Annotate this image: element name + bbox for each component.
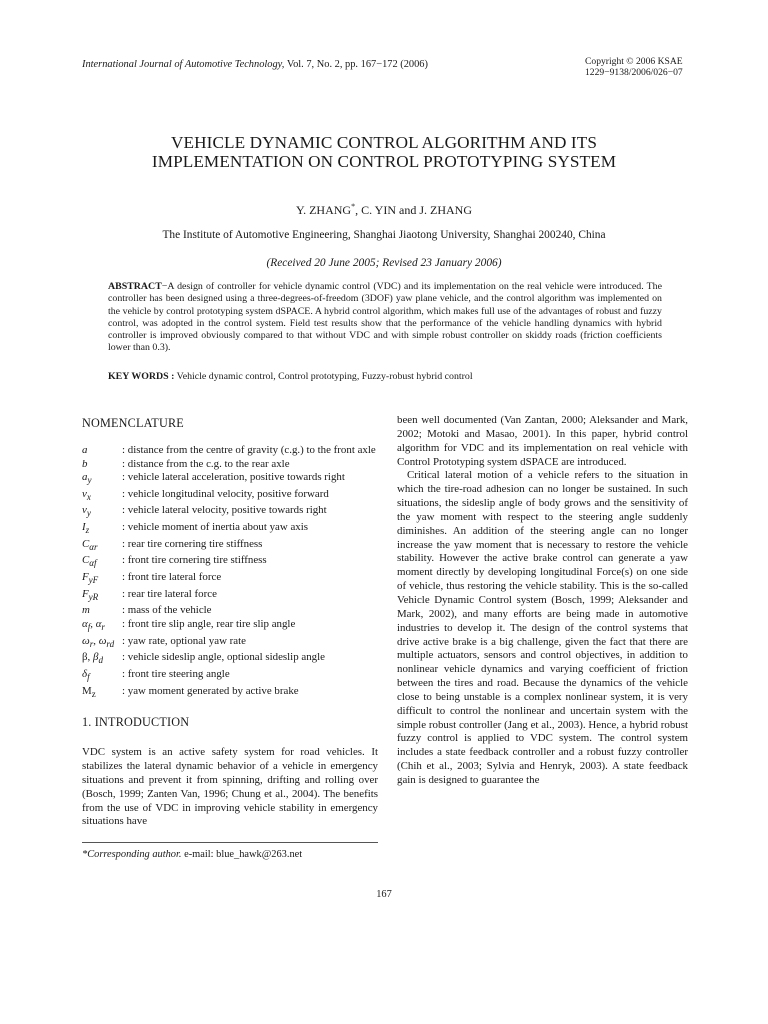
- nomenclature-definition: : vehicle moment of inertia about yaw axis: [122, 521, 308, 534]
- nomenclature-definition: : front tire steering angle: [122, 667, 230, 680]
- journal-name: International Journal of Automotive Technology,: [82, 59, 285, 70]
- keywords-text: Vehicle dynamic control, Control prototyping, Fuzzy-robust hybrid control: [174, 371, 473, 382]
- nomenclature-definition: : front tire lateral force: [122, 571, 222, 584]
- footnote: [82, 849, 302, 860]
- nomenclature-item: [82, 488, 378, 505]
- copyright-line: Copyright © 2006 KSAE: [585, 56, 683, 67]
- keywords: [108, 371, 662, 383]
- nomenclature-definition: : vehicle sideslip angle, optional sideslip angle: [122, 651, 325, 664]
- nomenclature-definition: : rear tire cornering tire stiffness: [122, 537, 263, 550]
- right-column: [397, 414, 688, 788]
- nomenclature-item: [82, 618, 378, 635]
- abstract-text: −A design of controller for vehicle dynamic control (VDC) and its implementation on the real vehicle were introduced. The controller has been designed using a three-degrees-of-freedom (3DOF) yaw plane vehicle, and the control algorithm was implemented on the vehicle by control prototyping system dSPACE. A hybrid control algorithm, which makes full use of the advantages of robust and fuzzy control, was adopted in the control system. Field test results show that the performance of the vehicle handling dynamics with hybrid controller is improved obviously compared to that without VDC and with simple robust controller on skiddy roads (friction coefficients lower than 0.3).: [108, 281, 662, 354]
- title-line-1: VEHICLE DYNAMIC CONTROL ALGORITHM AND ITS: [171, 133, 597, 152]
- abstract: [108, 281, 662, 355]
- nomenclature-item: [82, 554, 378, 571]
- volume-info: Vol. 7, No. 2, pp. 167−172 (2006): [286, 59, 428, 70]
- nomenclature-symbol: $v_y$: [82, 504, 91, 519]
- footnote-label: *Corresponding author.: [82, 849, 182, 860]
- introduction-heading: 1. INTRODUCTION: [82, 715, 190, 730]
- nomenclature-item: [82, 444, 378, 458]
- nomenclature-symbol: β, $\beta_d$: [82, 651, 103, 666]
- nomenclature-definition: : distance from the centre of gravity (c.g.) to the front axle: [122, 444, 376, 456]
- affiliation: The Institute of Automotive Engineering, Shanghai Jiaotong University, Shanghai 200240, China: [162, 229, 606, 241]
- nomenclature-symbol: $a_y$: [82, 471, 92, 486]
- nomenclature-item: [82, 458, 378, 472]
- paper-title: [60, 133, 708, 171]
- left-column: [82, 416, 378, 829]
- title-line-2: IMPLEMENTATION ON CONTROL PROTOTYPING SYSTEM: [151, 152, 617, 171]
- nomenclature-item: [82, 604, 378, 618]
- nomenclature-symbol: $I_z$: [82, 521, 90, 536]
- abstract-label: ABSTRACT: [108, 281, 162, 292]
- nomenclature-definition: : distance from the c.g. to the rear axle: [122, 457, 290, 470]
- author-rest: , C. YIN and J. ZHANG: [355, 203, 472, 217]
- keywords-label: KEY WORDS :: [108, 371, 175, 382]
- nomenclature-item: [82, 635, 378, 652]
- nomenclature-definition: : vehicle longitudinal velocity, positive forward: [122, 487, 329, 500]
- body-paragraph-2: Critical lateral motion of a vehicle refers to the situation in which the tire-road adhesion can no longer be sustained. In such situations, the sideslip angle of body grows and the sensitivity of the yaw moment with respect to the steering angle suddenly diminishes. An addition of the steering angle can no longer increase the yaw moment that is necessary to restore the vehicle stability. However the active brake control can generate a yaw moment directly by developing longitudinal Force(s) on one side of vehicle, thus restoring the vehicle stability. This is the so-called Vehicle Dynamic Control system (Bosch, 1999; Aleksander and Mark, 2002), and many efforts are being made in automotive industries to develop it. The design of the control systems that drive active brake is a big challenge, given the fact that there are multiple actuators, sensors and control objectives, in addition to nonlinear vehicle dynamics and varying coefficient of friction between the tires and road. Because the dynamics of the vehicle close to being unstable is a complex nonlinear system, it is very difficult to control the nonlinear and uncertain system with the simple robust controller (Jang et al., 2003). Hence, a hybrid robust fuzzy control is applied to VDC system. The control system includes a state feedback controller and a robust fuzzy controller (Chih et al., 2003; Sylvia and Henryk, 2003). A state feedback gain is designed to guarantee the: [397, 469, 688, 786]
- received-dates: (Received 20 June 2005; Revised 23 January 2006): [266, 257, 502, 269]
- nomenclature-definition: : rear tire lateral force: [122, 587, 217, 600]
- nomenclature-symbol: $C_{\alpha f}$: [82, 554, 97, 569]
- nomenclature-symbol: m: [82, 604, 90, 617]
- nomenclature-item: [82, 668, 378, 685]
- nomenclature-item: [82, 521, 378, 538]
- nomenclature-definition: : front tire slip angle, rear tire slip angle: [122, 617, 296, 630]
- nomenclature-item: [82, 571, 378, 588]
- nomenclature-definition: : mass of the vehicle: [122, 604, 212, 617]
- journal-citation: [82, 59, 428, 70]
- author-first: Y. ZHANG: [295, 203, 352, 217]
- introduction-text: VDC system is an active safety system for road vehicles. It stabilizes the lateral dynamic behavior of a vehicle in emergency situations and prevent it from spinning, drifting and rolling over (Bosch, 1999; Zanten Van, 1996; Chung et al., 2004). The benefits from the use of VDC in improving vehicle stability in emergency situations have: [82, 746, 378, 828]
- nomenclature-item: [82, 538, 378, 555]
- nomenclature-item: [82, 651, 378, 668]
- nomenclature-item: [82, 504, 378, 521]
- nomenclature-symbol: $M_z$: [82, 684, 96, 699]
- nomenclature-symbol: $v_x$: [82, 487, 91, 502]
- nomenclature-definition: : yaw moment generated by active brake: [122, 684, 299, 697]
- nomenclature-definition: : vehicle lateral velocity, positive towards right: [122, 504, 327, 517]
- corresponding-mark: *: [351, 202, 356, 211]
- nomenclature-symbol: $\omega_r$, $\omega_{rd}$: [82, 634, 115, 649]
- nomenclature-symbol: $C_{\alpha r}$: [82, 537, 98, 552]
- nomenclature-symbol: $F_{yR}$: [82, 587, 99, 602]
- nomenclature-item: [82, 685, 378, 702]
- author-list: [0, 202, 768, 218]
- body-paragraph-1: been well documented (Van Zantan, 2000; Aleksander and Mark, 2002; Motoki and Masao, 2001). In this paper, hybrid control algorithm for VDC and its implementation on real vehicle with Control Prototyping system dSPACE are introduced.: [397, 414, 688, 468]
- page-number: 167: [376, 889, 392, 900]
- nomenclature-heading: NOMENCLATURE: [82, 416, 184, 430]
- nomenclature-definition: : vehicle lateral acceleration, positive towards right: [122, 471, 345, 483]
- issn-line: 1229−9138/2006/026−07: [585, 67, 683, 78]
- nomenclature-symbol: $\alpha_f$, $\alpha_r$: [82, 617, 105, 633]
- nomenclature-definition: : yaw rate, optional yaw rate: [122, 634, 246, 647]
- nomenclature-symbol: $F_{yF}$: [82, 571, 99, 586]
- nomenclature-definition: : front tire cornering tire stiffness: [122, 554, 267, 567]
- footnote-email: e-mail: blue_hawk@263.net: [181, 849, 303, 860]
- nomenclature-item: [82, 588, 378, 605]
- nomenclature-symbol: a: [82, 444, 88, 456]
- copyright-block: [585, 56, 685, 78]
- nomenclature-item: [82, 471, 378, 488]
- nomenclature-list: [82, 444, 378, 701]
- footnote-divider: [82, 842, 378, 843]
- nomenclature-symbol: b: [82, 457, 88, 470]
- nomenclature-symbol: $\delta_f$: [82, 667, 90, 683]
